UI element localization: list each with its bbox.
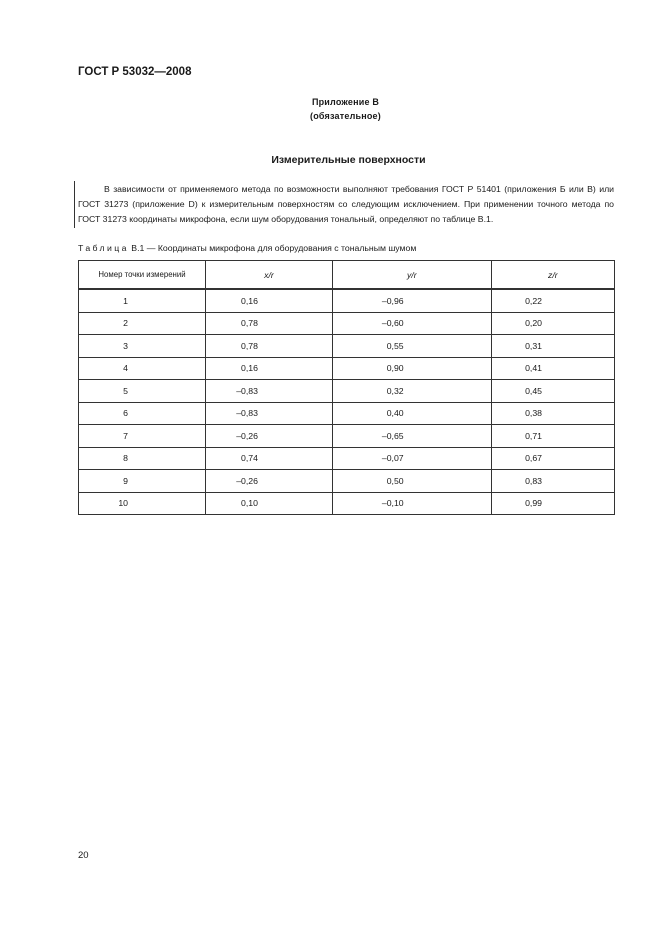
table-row bbox=[79, 289, 615, 312]
cell-y: –0,65 bbox=[332, 425, 491, 448]
table-header-row bbox=[79, 261, 615, 290]
cell-y: 0,50 bbox=[332, 470, 491, 493]
table-row bbox=[79, 335, 615, 358]
header-x: x/r bbox=[205, 261, 332, 290]
cell-x: 0,78 bbox=[205, 312, 332, 335]
cell-z: 0,38 bbox=[491, 402, 614, 425]
table-row bbox=[79, 357, 615, 380]
header-y: y/r bbox=[332, 261, 491, 290]
cell-y: –0,60 bbox=[332, 312, 491, 335]
annex-heading bbox=[0, 95, 661, 123]
document-header: ГОСТ Р 53032—2008 bbox=[78, 66, 192, 78]
cell-y: –0,96 bbox=[332, 289, 491, 312]
table-row bbox=[79, 425, 615, 448]
cell-x: 0,10 bbox=[205, 492, 332, 515]
cell-z: 0,45 bbox=[491, 380, 614, 403]
cell-point-number: 2 bbox=[79, 312, 206, 335]
cell-y: 0,32 bbox=[332, 380, 491, 403]
cell-z: 0,20 bbox=[491, 312, 614, 335]
cell-z: 0,67 bbox=[491, 447, 614, 470]
table-row bbox=[79, 470, 615, 493]
table-row bbox=[79, 492, 615, 515]
cell-point-number: 8 bbox=[79, 447, 206, 470]
table-row bbox=[79, 312, 615, 335]
table-row bbox=[79, 402, 615, 425]
cell-y: –0,07 bbox=[332, 447, 491, 470]
cell-x: –0,83 bbox=[205, 402, 332, 425]
cell-x: 0,78 bbox=[205, 335, 332, 358]
header-z: z/r bbox=[491, 261, 614, 290]
cell-x: 0,16 bbox=[205, 289, 332, 312]
cell-point-number: 3 bbox=[79, 335, 206, 358]
cell-point-number: 7 bbox=[79, 425, 206, 448]
cell-y: 0,55 bbox=[332, 335, 491, 358]
cell-point-number: 10 bbox=[79, 492, 206, 515]
cell-x: –0,26 bbox=[205, 425, 332, 448]
cell-z: 0,22 bbox=[491, 289, 614, 312]
cell-z: 0,31 bbox=[491, 335, 614, 358]
cell-point-number: 5 bbox=[79, 380, 206, 403]
change-bar bbox=[74, 181, 75, 228]
cell-y: –0,10 bbox=[332, 492, 491, 515]
page-number: 20 bbox=[78, 850, 89, 861]
cell-x: 0,16 bbox=[205, 357, 332, 380]
section-title-text: Измерительные поверхности bbox=[271, 154, 426, 166]
cell-point-number: 4 bbox=[79, 357, 206, 380]
table-caption bbox=[78, 243, 416, 253]
section-title bbox=[0, 154, 661, 166]
cell-x: 0,74 bbox=[205, 447, 332, 470]
table-caption-word: Таблица bbox=[78, 243, 129, 253]
table-row bbox=[79, 380, 615, 403]
cell-point-number: 1 bbox=[79, 289, 206, 312]
cell-x: –0,83 bbox=[205, 380, 332, 403]
cell-point-number: 6 bbox=[79, 402, 206, 425]
cell-z: 0,71 bbox=[491, 425, 614, 448]
table-row bbox=[79, 447, 615, 470]
cell-x: –0,26 bbox=[205, 470, 332, 493]
cell-point-number: 9 bbox=[79, 470, 206, 493]
annex-status: (обязательное) bbox=[310, 111, 381, 121]
cell-y: 0,90 bbox=[332, 357, 491, 380]
cell-z: 0,83 bbox=[491, 470, 614, 493]
cell-y: 0,40 bbox=[332, 402, 491, 425]
cell-z: 0,41 bbox=[491, 357, 614, 380]
table-caption-text: В.1 — Координаты микрофона для оборудования с тональным шумом bbox=[131, 243, 417, 253]
table-body bbox=[79, 289, 615, 515]
annex-title: Приложение В bbox=[311, 97, 380, 107]
cell-z: 0,99 bbox=[491, 492, 614, 515]
body-paragraph: В зависимости от применяемого метода по возможности выполняют требования ГОСТ Р 51401 (приложения Б или В) или ГОСТ 31273 (приложение D) к измерительным поверхностям со следующим исключением. При применении точного метода по ГОСТ 31273 координаты микрофона, если шум оборудования тональный, определяют по таблице В.1. bbox=[78, 184, 614, 224]
header-point-number: Номер точки измерений bbox=[79, 261, 206, 290]
coordinates-table bbox=[78, 260, 615, 515]
